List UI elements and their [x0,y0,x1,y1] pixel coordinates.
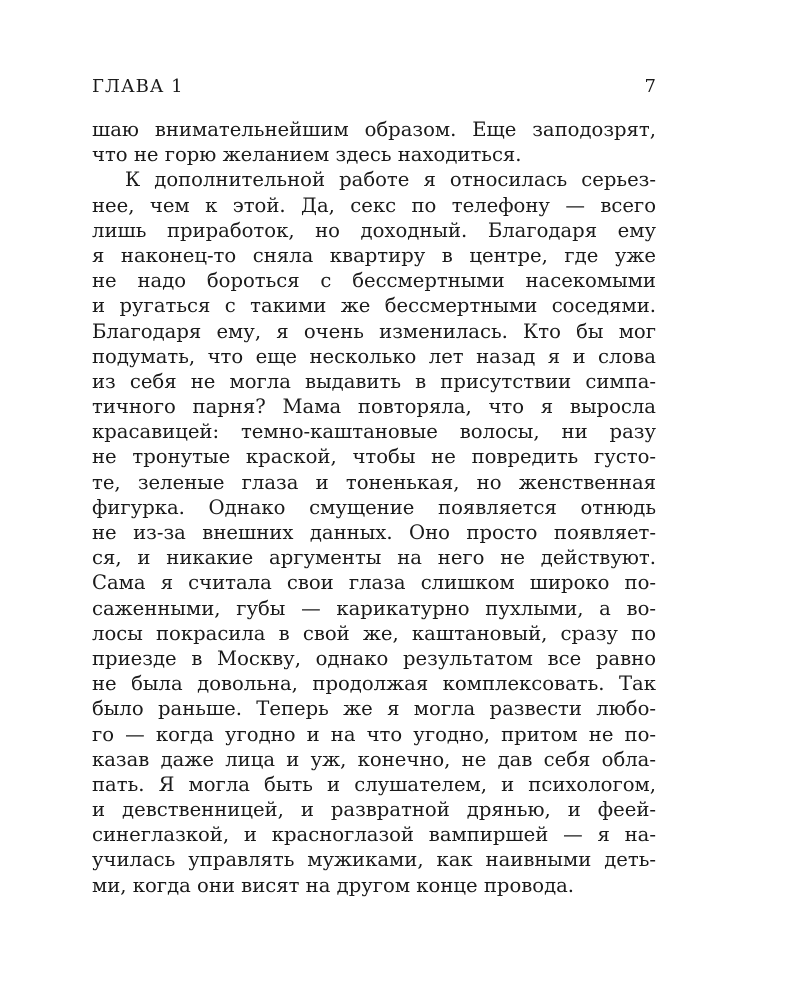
text-line: саженными, губы — карикатурно пухлыми, а во- [92,596,656,620]
text-line: шаю внимательнейшим образом. Еще заподозрят, [92,118,656,141]
text-line: приезде в Москву, однако результатом все равно [92,646,656,670]
text-line: и девственницей, и развратной дрянью, и феей- [92,798,656,822]
text-line: те, зеленые глаза и тоненькая, но женственная [92,470,656,494]
text-line: пать. Я могла быть и слушателем, и психологом, [92,772,656,796]
text-line: училась управлять мужиками, как наивными деть- [92,848,656,872]
text-line: фигурка. Однако смущение появляется отнюдь [92,495,656,519]
chapter-title: ГЛАВА 1 [92,76,184,97]
text-line: лишь приработок, но доходный. Благодаря ему [92,218,656,242]
text-line: Благодаря ему, я очень изменилась. Кто бы мог [92,319,656,343]
text-line: из себя не могла выдавить в присутствии симпа- [92,369,656,393]
running-head [92,76,656,104]
text-line: красавицей: темно-каштановые волосы, ни разу [92,420,656,444]
text-line: подумать, что еще несколько лет назад я и слова [92,344,656,368]
text-line: го — когда угодно и на что угодно, притом не по- [92,722,656,746]
text-line: синеглазкой, и красноглазой вампиршей — я на- [92,823,656,847]
text-line: что не горю желанием здесь находиться. [92,143,522,167]
text-line: не из-за внешних данных. Оно просто появляет- [92,521,656,544]
text-line: не надо бороться с бессмертными насекомыми [92,269,656,293]
text-line: К дополнительной работе я относилась серьез- [125,168,656,192]
text-line: Сама я считала свои глаза слишком широко по- [92,571,656,595]
text-line: ми, когда они висят на другом конце провода. [92,873,575,897]
page-number: 7 [644,76,656,97]
text-line: ся, и никакие аргументы на него не действуют. [92,546,656,570]
text-line: было раньше. Теперь же я могла развести любо- [92,697,656,721]
text-line: не тронутые краской, чтобы не повредить густо- [92,445,656,469]
text-line: казав даже лица и уж, конечно, не дав себя обла- [92,747,656,771]
text-line: я наконец-то сняла квартиру в центре, где уже [92,243,656,267]
text-line: лосы покрасила в свой же, каштановый, сразу по [92,621,656,645]
body-text [92,117,656,898]
text-line: нее, чем к этой. Да, секс по телефону — всего [92,193,656,217]
text-line: тичного парня? Мама повторяла, что я выросла [92,395,656,419]
text-line: и ругаться с такими же бессмертными соседями. [92,294,656,318]
text-line: не была довольна, продолжая комплексовать. Так [92,672,656,696]
